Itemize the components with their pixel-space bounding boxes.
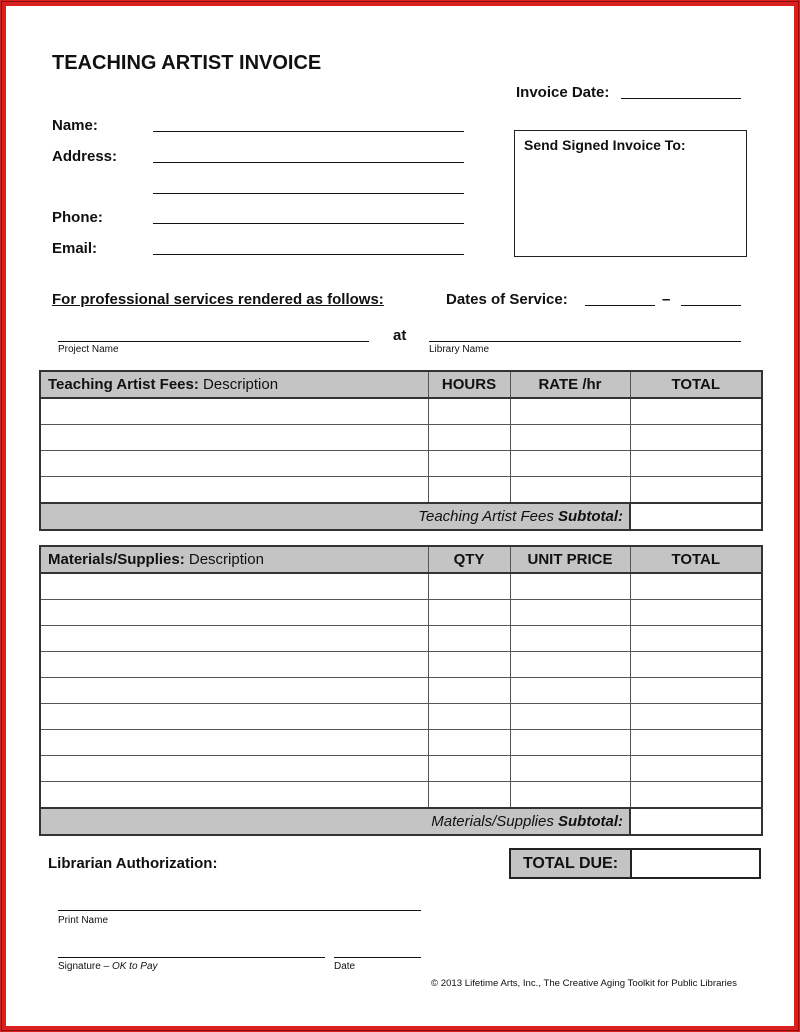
fees-header-row	[40, 371, 762, 398]
service-start-date-line[interactable]	[585, 305, 655, 306]
library-name-line[interactable]	[429, 341, 741, 342]
fees-subtotal-row	[40, 503, 762, 530]
table-cell[interactable]	[630, 652, 762, 678]
at-label: at	[393, 327, 407, 344]
total-due-label: TOTAL DUE:	[511, 850, 632, 877]
table-row	[40, 730, 762, 756]
materials-desc-plain: Description	[184, 551, 264, 568]
services-label: For professional services rendered as follows:	[52, 291, 384, 308]
materials-subtotal-row	[40, 808, 762, 835]
fees-desc-plain: Description	[198, 376, 279, 393]
table-cell[interactable]	[428, 573, 510, 600]
table-cell[interactable]	[40, 730, 428, 756]
email-label: Email:	[52, 240, 98, 257]
materials-subtotal-value[interactable]	[630, 808, 762, 835]
table-cell[interactable]	[428, 425, 510, 451]
table-row	[40, 652, 762, 678]
table-cell[interactable]	[510, 573, 630, 600]
table-cell[interactable]	[428, 451, 510, 477]
rate-header: RATE /hr	[510, 371, 630, 398]
signature-caption	[58, 961, 158, 972]
table-row	[40, 704, 762, 730]
phone-label: Phone:	[52, 209, 103, 226]
librarian-authorization-label: Librarian Authorization:	[48, 855, 218, 872]
table-row	[40, 451, 762, 477]
table-cell[interactable]	[630, 626, 762, 652]
table-cell[interactable]	[40, 425, 428, 451]
table-row	[40, 600, 762, 626]
fees-subtotal-value[interactable]	[630, 503, 762, 530]
table-cell[interactable]	[630, 730, 762, 756]
table-cell[interactable]	[40, 652, 428, 678]
phone-line[interactable]	[153, 223, 464, 224]
materials-subtotal-bold: Subtotal:	[558, 813, 623, 830]
date-line[interactable]	[334, 957, 421, 958]
name-label: Name:	[52, 117, 98, 134]
signature-caption-italic: OK to Pay	[111, 961, 158, 972]
name-line[interactable]	[153, 131, 464, 132]
materials-desc-bold: Materials/Supplies:	[48, 551, 185, 568]
unit-price-header: UNIT PRICE	[510, 546, 630, 573]
table-cell[interactable]	[428, 477, 510, 504]
project-name-caption: Project Name	[58, 344, 119, 355]
table-cell[interactable]	[40, 756, 428, 782]
table-cell[interactable]	[40, 782, 428, 809]
dates-of-service-label: Dates of Service:	[446, 291, 568, 308]
table-cell[interactable]	[510, 477, 630, 504]
table-cell[interactable]	[630, 756, 762, 782]
materials-table	[39, 545, 763, 836]
table-cell[interactable]	[40, 678, 428, 704]
table-cell[interactable]	[428, 678, 510, 704]
table-cell[interactable]	[630, 573, 762, 600]
total-due-value[interactable]	[632, 850, 759, 877]
address-label: Address:	[52, 148, 118, 165]
table-cell[interactable]	[510, 756, 630, 782]
table-cell[interactable]	[40, 398, 428, 425]
table-cell[interactable]	[510, 626, 630, 652]
table-cell[interactable]	[40, 600, 428, 626]
print-name-line[interactable]	[58, 910, 421, 911]
signature-line[interactable]	[58, 957, 325, 958]
table-cell[interactable]	[40, 704, 428, 730]
table-cell[interactable]	[510, 425, 630, 451]
materials-subtotal-label	[40, 808, 630, 835]
qty-header: QTY	[428, 546, 510, 573]
materials-header-row	[40, 546, 762, 573]
fees-desc-bold: Teaching Artist Fees:	[48, 376, 199, 393]
materials-desc-header	[40, 546, 428, 573]
table-cell[interactable]	[428, 782, 510, 809]
table-row	[40, 398, 762, 425]
table-cell[interactable]	[630, 678, 762, 704]
email-line[interactable]	[153, 254, 464, 255]
table-cell[interactable]	[510, 600, 630, 626]
table-cell[interactable]	[630, 451, 762, 477]
table-row	[40, 678, 762, 704]
date-range-dash: –	[662, 291, 671, 308]
invoice-date-line[interactable]	[621, 98, 741, 99]
address-line-2[interactable]	[153, 193, 464, 194]
table-cell[interactable]	[428, 704, 510, 730]
fees-subtotal-italic: Teaching Artist Fees	[418, 508, 558, 525]
table-cell[interactable]	[428, 600, 510, 626]
send-to-label: Send Signed Invoice To:	[524, 137, 686, 153]
table-row	[40, 782, 762, 809]
invoice-date-label: Invoice Date:	[516, 84, 610, 101]
table-cell[interactable]	[40, 477, 428, 504]
print-name-caption: Print Name	[58, 915, 109, 926]
invoice-title: TEACHING ARTIST INVOICE	[52, 52, 322, 74]
table-row	[40, 626, 762, 652]
hours-header: HOURS	[428, 371, 510, 398]
signature-caption-text: Signature –	[58, 961, 112, 972]
total-due-box	[509, 848, 761, 879]
table-cell[interactable]	[40, 451, 428, 477]
table-cell[interactable]	[630, 398, 762, 425]
table-cell[interactable]	[630, 704, 762, 730]
table-cell[interactable]	[510, 704, 630, 730]
date-caption: Date	[334, 961, 356, 972]
table-cell[interactable]	[428, 652, 510, 678]
table-cell[interactable]	[40, 573, 428, 600]
table-cell[interactable]	[630, 600, 762, 626]
table-cell[interactable]	[40, 626, 428, 652]
table-cell[interactable]	[428, 756, 510, 782]
library-name-caption: Library Name	[429, 344, 490, 355]
materials-total-header: TOTAL	[630, 546, 762, 573]
materials-subtotal-italic: Materials/Supplies	[431, 813, 558, 830]
fees-table	[39, 370, 763, 531]
fees-desc-header	[40, 371, 428, 398]
table-cell[interactable]	[428, 730, 510, 756]
fees-subtotal-bold: Subtotal:	[558, 508, 623, 525]
table-cell[interactable]	[428, 626, 510, 652]
fees-total-header: TOTAL	[630, 371, 762, 398]
table-cell[interactable]	[510, 451, 630, 477]
table-cell[interactable]	[630, 782, 762, 809]
table-cell[interactable]	[630, 477, 762, 504]
address-line-1[interactable]	[153, 162, 464, 163]
service-end-date-line[interactable]	[681, 305, 741, 306]
table-cell[interactable]	[510, 782, 630, 809]
table-row	[40, 477, 762, 504]
table-cell[interactable]	[428, 398, 510, 425]
table-row	[40, 425, 762, 451]
fees-subtotal-label	[40, 503, 630, 530]
table-cell[interactable]	[510, 652, 630, 678]
table-cell[interactable]	[510, 730, 630, 756]
send-to-box[interactable]	[514, 130, 747, 257]
table-row	[40, 756, 762, 782]
copyright-footer: © 2013 Lifetime Arts, Inc., The Creative Aging Toolkit for Public Libraries	[431, 978, 737, 989]
project-name-line[interactable]	[58, 341, 369, 342]
table-cell[interactable]	[510, 398, 630, 425]
table-cell[interactable]	[510, 678, 630, 704]
table-cell[interactable]	[630, 425, 762, 451]
table-row	[40, 573, 762, 600]
